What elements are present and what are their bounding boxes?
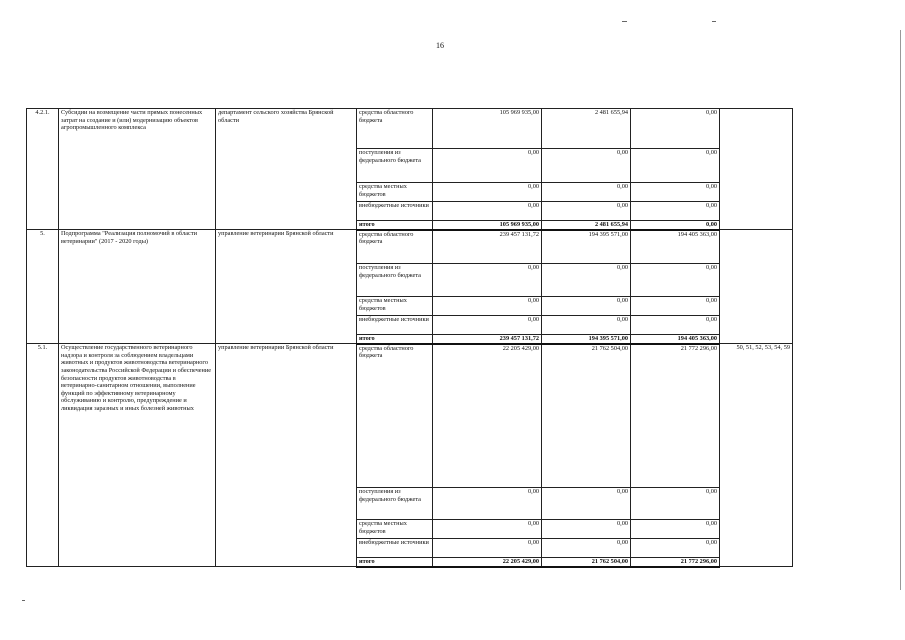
amount-year-1: 22 205 429,00 — [433, 558, 542, 567]
page-number: 16 — [436, 41, 444, 50]
amount-year-1: 0,00 — [433, 202, 542, 221]
section-code: 5.1. — [27, 344, 59, 567]
section-code: 5. — [27, 230, 59, 344]
funding-source: поступления из федерального бюджета — [357, 264, 433, 297]
scan-artifact — [622, 21, 627, 22]
funding-source: средства местных бюджетов — [357, 183, 433, 202]
amount-year-3: 0,00 — [631, 520, 720, 539]
scan-artifact — [22, 600, 25, 601]
amount-year-3: 0,00 — [631, 221, 720, 230]
section-code: 4.2.1. — [27, 109, 59, 230]
section-executor: управление ветеринарии Брянской области — [216, 230, 357, 344]
amount-year-2: 0,00 — [542, 539, 631, 558]
amount-year-2: 194 395 571,00 — [542, 230, 631, 264]
indicator-refs — [720, 109, 793, 230]
funding-source: внебюджетные источники — [357, 316, 433, 335]
amount-year-1: 0,00 — [433, 520, 542, 539]
funding-source: итого — [357, 558, 433, 567]
budget-table — [26, 108, 793, 568]
funding-source: внебюджетные источники — [357, 202, 433, 221]
amount-year-3: 194 405 363,00 — [631, 230, 720, 264]
amount-year-2: 21 762 504,00 — [542, 558, 631, 567]
amount-year-2: 0,00 — [542, 149, 631, 183]
table-row — [27, 344, 793, 488]
amount-year-1: 0,00 — [433, 264, 542, 297]
amount-year-1: 0,00 — [433, 297, 542, 316]
amount-year-2: 0,00 — [542, 202, 631, 221]
funding-source: средства областного бюджета — [357, 230, 433, 264]
amount-year-2: 194 395 571,00 — [542, 335, 631, 344]
amount-year-3: 0,00 — [631, 202, 720, 221]
amount-year-3: 0,00 — [631, 264, 720, 297]
amount-year-1: 239 457 131,72 — [433, 230, 542, 264]
amount-year-2: 2 481 655,94 — [542, 221, 631, 230]
section-name: Подпрограмма "Реализация полномочий в области ветеринарии" (2017 - 2020 годы) — [59, 230, 216, 344]
amount-year-2: 0,00 — [542, 488, 631, 520]
section-executor: департамент сельского хозяйства Брянской области — [216, 109, 357, 230]
amount-year-3: 0,00 — [631, 316, 720, 335]
funding-source: внебюджетные источники — [357, 539, 433, 558]
funding-source: средства местных бюджетов — [357, 520, 433, 539]
amount-year-2: 0,00 — [542, 264, 631, 297]
table-row — [27, 230, 793, 264]
funding-source: средства областного бюджета — [357, 344, 433, 488]
amount-year-2: 0,00 — [542, 316, 631, 335]
indicator-refs: 50, 51, 52, 53, 54, 59 — [720, 344, 793, 567]
indicator-refs — [720, 230, 793, 344]
funding-source: поступления из федерального бюджета — [357, 149, 433, 183]
amount-year-3: 0,00 — [631, 539, 720, 558]
amount-year-2: 0,00 — [542, 297, 631, 316]
section-name: Субсидии на возмещение части прямых понесенных затрат на создание и (или) модернизацию объектов агропромышленного комплекса — [59, 109, 216, 230]
amount-year-1: 22 205 429,00 — [433, 344, 542, 488]
table-row — [27, 109, 793, 149]
amount-year-3: 0,00 — [631, 183, 720, 202]
amount-year-2: 2 481 655,94 — [542, 109, 631, 149]
amount-year-3: 194 405 363,00 — [631, 335, 720, 344]
amount-year-3: 0,00 — [631, 149, 720, 183]
amount-year-3: 21 772 296,00 — [631, 558, 720, 567]
amount-year-1: 105 969 935,00 — [433, 221, 542, 230]
funding-source: итого — [357, 221, 433, 230]
amount-year-1: 239 457 131,72 — [433, 335, 542, 344]
scan-artifact — [712, 21, 716, 22]
section-executor: управление ветеринарии Брянской области — [216, 344, 357, 567]
amount-year-3: 0,00 — [631, 297, 720, 316]
amount-year-3: 21 772 296,00 — [631, 344, 720, 488]
amount-year-2: 0,00 — [542, 183, 631, 202]
amount-year-2: 21 762 504,00 — [542, 344, 631, 488]
funding-source: средства местных бюджетов — [357, 297, 433, 316]
amount-year-3: 0,00 — [631, 488, 720, 520]
amount-year-3: 0,00 — [631, 109, 720, 149]
amount-year-2: 0,00 — [542, 520, 631, 539]
amount-year-1: 0,00 — [433, 183, 542, 202]
amount-year-1: 105 969 935,00 — [433, 109, 542, 149]
funding-source: итого — [357, 335, 433, 344]
amount-year-1: 0,00 — [433, 539, 542, 558]
amount-year-1: 0,00 — [433, 488, 542, 520]
funding-source: поступления из федерального бюджета — [357, 488, 433, 520]
section-name: Осуществление государственного ветеринарного надзора и контроля за соблюдением владельцами животных и продуктов животноводства ветеринарного законодательства Российской Федерации и обеспечение безопасности продуктов животноводства в ветеринарно-санитарном отношении, выполнение функций по эффективному ветеринарному обслуживанию и контролю, предупреждение и ликвидация заразных и иных болезней животных — [59, 344, 216, 567]
amount-year-1: 0,00 — [433, 149, 542, 183]
funding-source: средства областного бюджета — [357, 109, 433, 149]
page-edge — [900, 30, 901, 590]
amount-year-1: 0,00 — [433, 316, 542, 335]
